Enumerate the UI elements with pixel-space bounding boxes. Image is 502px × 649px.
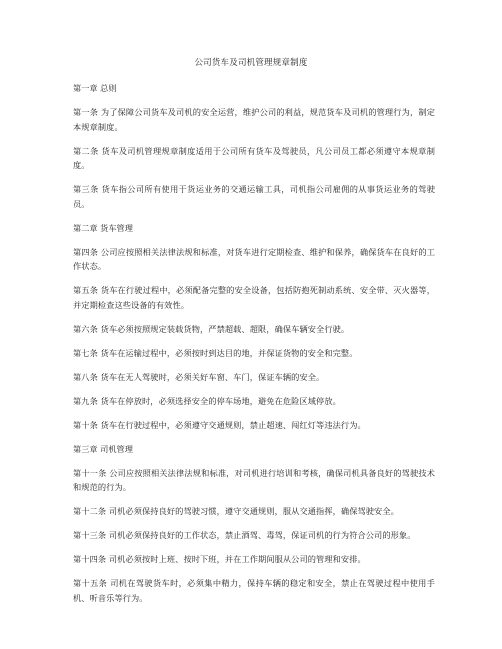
article-paragraph: 第六条 货车必须按照规定装载货物，严禁超载、超限，确保车辆安全行驶。 (73, 323, 350, 334)
article-paragraph: 第四条 公司应按照相关法律法规和标准，对货车进行定期检查、维护和保养，确保货车在良好的工作状态。 (73, 246, 435, 271)
article-paragraph: 第九条 货车在停放时，必须选择安全的停车场地，避免在危险区域停放。 (73, 395, 341, 406)
article-paragraph: 第十五条 司机在驾驶货车时，必须集中精力，保持车辆的稳定和安全，禁止在驾驶过程中使用手机、听音乐等行为。 (73, 578, 435, 603)
article-paragraph: 第二条 货车及司机管理规章制度适用于公司所有货车及驾驶员，凡公司员工都必须遵守本规章制度。 (73, 145, 435, 170)
article-paragraph: 第十二条 司机必须保持良好的驾驶习惯，遵守交通规则，服从交通指挥，确保驾驶安全。 (73, 506, 399, 516)
article-paragraph: 第七条 货车在运输过程中，必须按时到达目的地，并保证货物的安全和完整。 (73, 347, 358, 358)
article-paragraph: 第三条 货车指公司所有使用于货运业务的交通运输工具，司机指公司雇佣的从事货运业务的驾驶员。 (73, 184, 435, 209)
article-paragraph: 第十三条 司机必须保持良好的工作状态，禁止酒驾、毒驾，保证司机的行为符合公司的形象。 (73, 530, 416, 540)
document-body (73, 81, 435, 615)
article-paragraph: 第八条 货车在无人驾驶时，必须关好车窗、车门，保证车辆的安全。 (73, 371, 325, 382)
article-paragraph: 第一条 为了保障公司货车及司机的安全运营，维护公司的利益，规范货车及司机的管理行为，制定本规章制度。 (73, 107, 435, 132)
article-paragraph: 第十一条 公司应按照相关法律法规和标准，对司机进行培训和考核，确保司机具备良好的驾驶技术和规范的行为。 (73, 467, 435, 492)
article-paragraph: 第五条 货车在行驶过程中，必须配备完整的安全设备，包括防抱死制动系统、安全带、灭火器等，并定期检查这些设备的有效性。 (73, 285, 435, 310)
document-title: 公司货车及司机管理规章制度 (194, 58, 308, 68)
article-paragraph: 第十四条 司机必须按时上班、按时下班，并在工作期间服从公司的管理和安排。 (73, 554, 366, 564)
chapter-heading: 第二章 货车管理 (73, 222, 133, 233)
article-paragraph: 第十条 货车在行驶过程中，必须遵守交通规则，禁止超速、闯红灯等违法行为。 (73, 419, 366, 430)
chapter-heading: 第三章 司机管理 (73, 443, 133, 454)
chapter-heading: 第一章 总则 (73, 83, 117, 93)
